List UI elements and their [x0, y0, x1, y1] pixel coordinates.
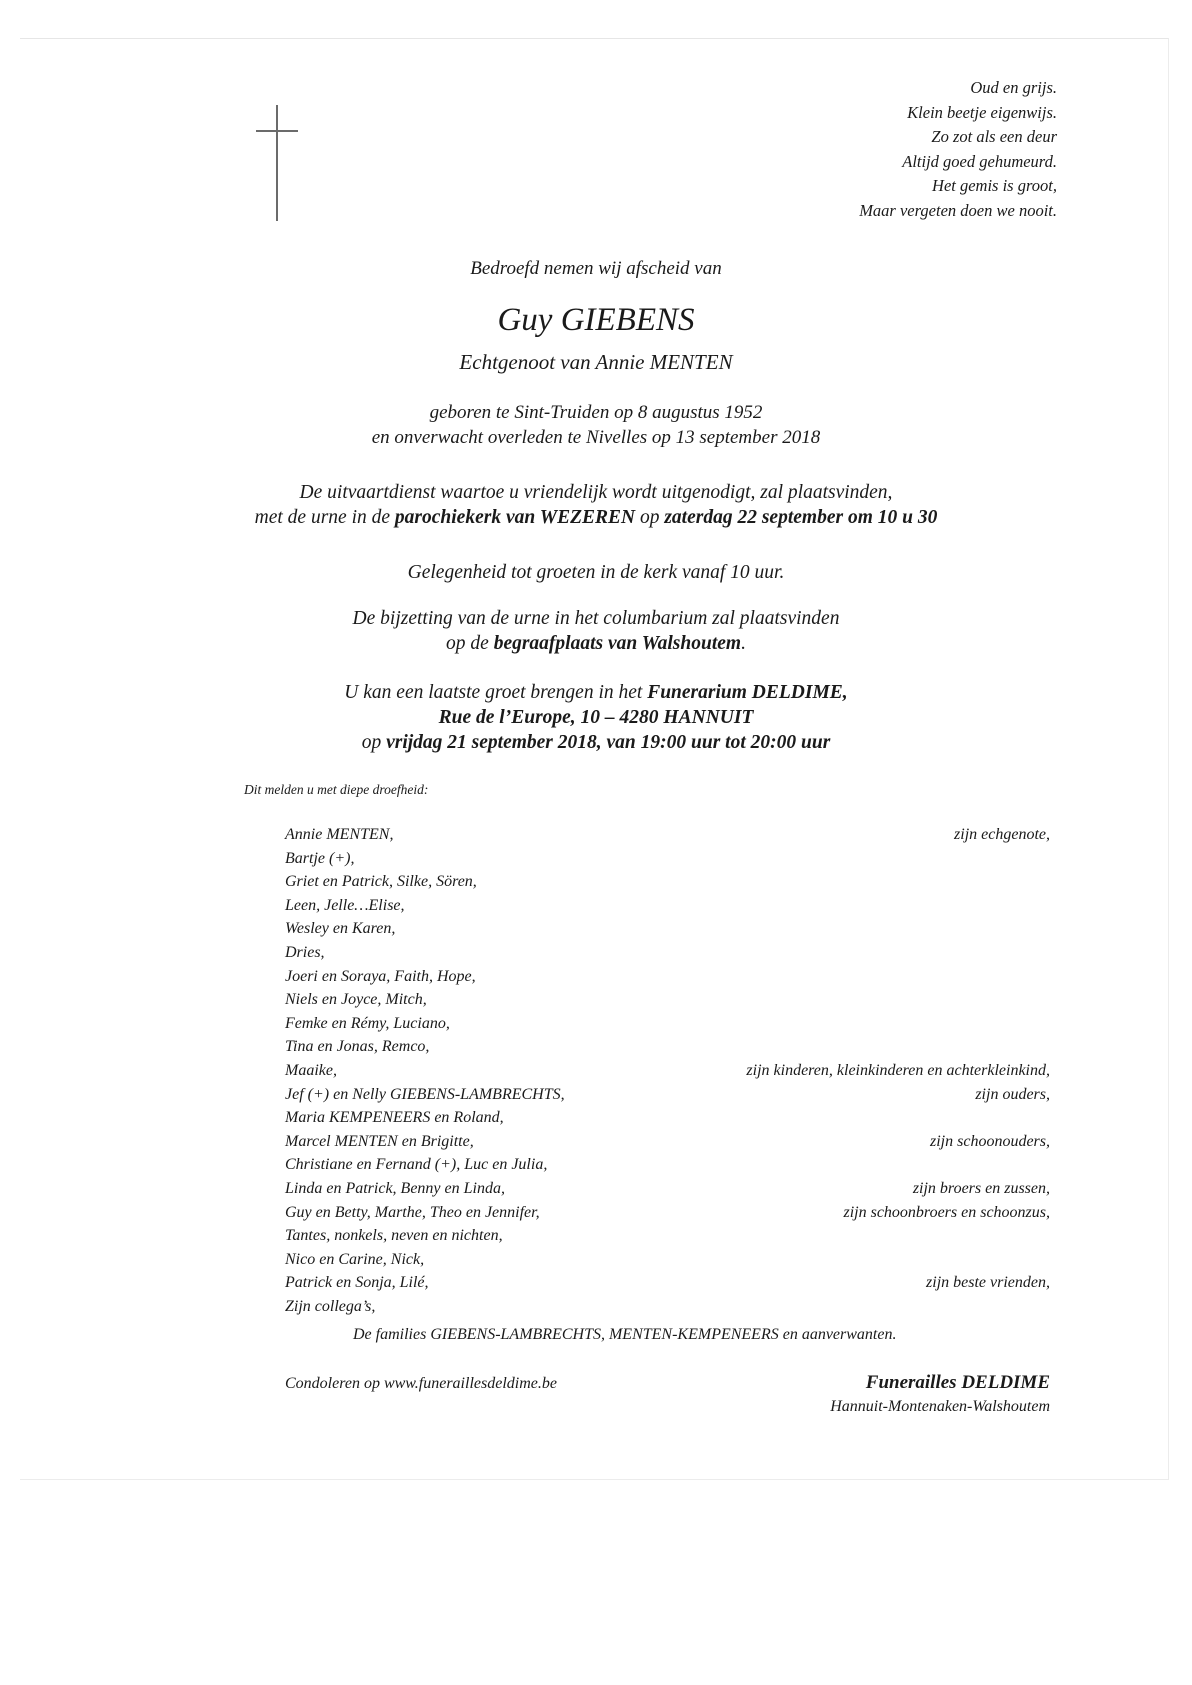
list-item: Bartje (+),	[285, 849, 355, 867]
viewing-date: vrijdag 21 september 2018, van 19:00 uur tot 20:00 uur	[386, 732, 831, 753]
list-item: Marcel MENTEN en Brigitte,	[285, 1132, 474, 1150]
relation-label: zijn ouders,	[975, 1085, 1050, 1103]
relation-label	[490, 847, 1050, 871]
condolence-link: Condoleren op www.funeraillesdeldime.be	[285, 1375, 557, 1392]
relation-label: zijn schoonbroers en schoonzus,	[843, 1203, 1050, 1221]
list-item: Nico en Carine, Nick,	[285, 1250, 425, 1268]
poem-line: Maar vergeten doen we nooit.	[859, 200, 1057, 220]
poem-line: Klein beetje eigenwijs.	[907, 102, 1057, 122]
list-item: Guy en Betty, Marthe, Theo en Jennifer,	[285, 1203, 540, 1221]
poem-line: Zo zot als een deur	[931, 127, 1057, 146]
viewing-line-3: op vrijdag 21 september 2018, van 19:00 uur tot 20:00 uur	[361, 732, 831, 753]
relation-label: zijn schoonouders,	[930, 1132, 1050, 1150]
list-item: Linda en Patrick, Benny en Linda,	[285, 1179, 505, 1197]
list-item: Annie MENTEN,	[285, 826, 394, 843]
list-item: Patrick en Sonja, Lilé,	[285, 1274, 429, 1292]
deceased-name: Guy GIEBENS	[497, 302, 695, 338]
relation-label	[490, 870, 1050, 894]
relation-label: zijn echgenote,	[954, 826, 1050, 843]
list-item: Tina en Jonas, Remco,	[285, 1038, 430, 1056]
list-item: Christiane en Fernand (+), Luc en Julia,	[285, 1156, 548, 1174]
viewing-address: Rue de l’Europe, 10 – 4280 HANNUIT	[438, 707, 754, 728]
relation-label	[490, 965, 1050, 989]
funeral-home	[830, 1372, 1050, 1416]
burial-info	[0, 606, 1192, 656]
viewing-info	[0, 680, 1192, 755]
relation-label	[490, 1035, 1050, 1059]
relation-label	[490, 894, 1050, 918]
burial-line-1: De bijzetting van de urne in het columbarium zal plaatsvinden	[352, 608, 840, 629]
birth-line: geboren te Sint-Truiden op 8 augustus 1952	[429, 402, 763, 423]
intro-text: Bedroefd nemen wij afscheid van	[470, 258, 722, 279]
spouse-line: Echtgenoot van Annie MENTEN	[459, 350, 733, 374]
list-item: Wesley en Karen,	[285, 920, 396, 938]
families-line: De families GIEBENS-LAMBRECHTS, MENTEN-KEMPENEERS en aanverwanten.	[353, 1326, 897, 1343]
list-item: Jef (+) en Nelly GIEBENS-LAMBRECHTS,	[285, 1085, 565, 1103]
relations-list	[490, 823, 1050, 1318]
list-item: Leen, Jelle…Elise,	[285, 896, 405, 914]
relation-label: zijn broers en zussen,	[912, 1179, 1050, 1197]
relation-label	[490, 1224, 1050, 1248]
funerarium-name: Funerarium DELDIME,	[647, 682, 848, 703]
relation-label	[490, 941, 1050, 965]
service-line-1: De uitvaartdienst waartoe u vriendelijk wordt uitgenodigt, zal plaatsvinden,	[299, 482, 893, 503]
church-name: parochiekerk van WEZEREN	[394, 507, 636, 528]
service-line-2: met de urne in de parochiekerk van WEZEREN op zaterdag 22 september om 10 u 30	[254, 507, 938, 528]
relation-label: zijn beste vrienden,	[926, 1274, 1050, 1292]
funeral-home-locations: Hannuit-Montenaken-Walshoutem	[830, 1398, 1050, 1415]
relation-label	[490, 1153, 1050, 1177]
announcement: Dit melden u met diepe droefheid:	[244, 782, 429, 797]
relation-label: zijn kinderen, kleinkinderen en achterkleinkind,	[746, 1061, 1050, 1079]
poem	[859, 76, 1057, 223]
life-dates	[0, 400, 1192, 450]
list-item: Dries,	[285, 943, 325, 961]
poem-line: Oud en grijs.	[970, 78, 1057, 97]
list-item: Tantes, nonkels, neven en nichten,	[285, 1227, 503, 1245]
viewing-line-1: U kan een laatste groet brengen in het Funerarium DELDIME,	[344, 682, 848, 703]
poem-line: Altijd goed gehumeurd.	[902, 151, 1057, 171]
list-item: Niels en Joyce, Mitch,	[285, 991, 427, 1009]
relation-label	[490, 1106, 1050, 1130]
relation-label	[490, 1295, 1050, 1319]
poem-line: Het gemis is groot,	[932, 176, 1057, 195]
burial-line-2: op de begraafplaats van Walshoutem.	[446, 633, 746, 654]
list-item: Joeri en Soraya, Faith, Hope,	[285, 967, 476, 985]
funeral-home-name: Funerailles DELDIME	[865, 1372, 1050, 1393]
service-info	[0, 480, 1192, 530]
list-item: Maaike,	[285, 1061, 337, 1079]
death-line: en onverwacht overleden te Nivelles op 13 september 2018	[371, 427, 821, 448]
relation-label	[490, 917, 1050, 941]
list-item: Griet en Patrick, Silke, Sören,	[285, 873, 477, 891]
relation-label	[490, 1012, 1050, 1036]
service-date: zaterdag 22 september om 10 u 30	[664, 507, 938, 528]
relation-label	[490, 988, 1050, 1012]
relation-label	[490, 1248, 1050, 1272]
cemetery-name: begraafplaats van Walshoutem	[493, 633, 742, 654]
greeting-info: Gelegenheid tot groeten in de kerk vanaf 10 uur.	[407, 562, 785, 583]
list-item: Zijn collega’s,	[285, 1297, 376, 1315]
list-item: Femke en Rémy, Luciano,	[285, 1014, 450, 1032]
list-item: Maria KEMPENEERS en Roland,	[285, 1109, 504, 1127]
